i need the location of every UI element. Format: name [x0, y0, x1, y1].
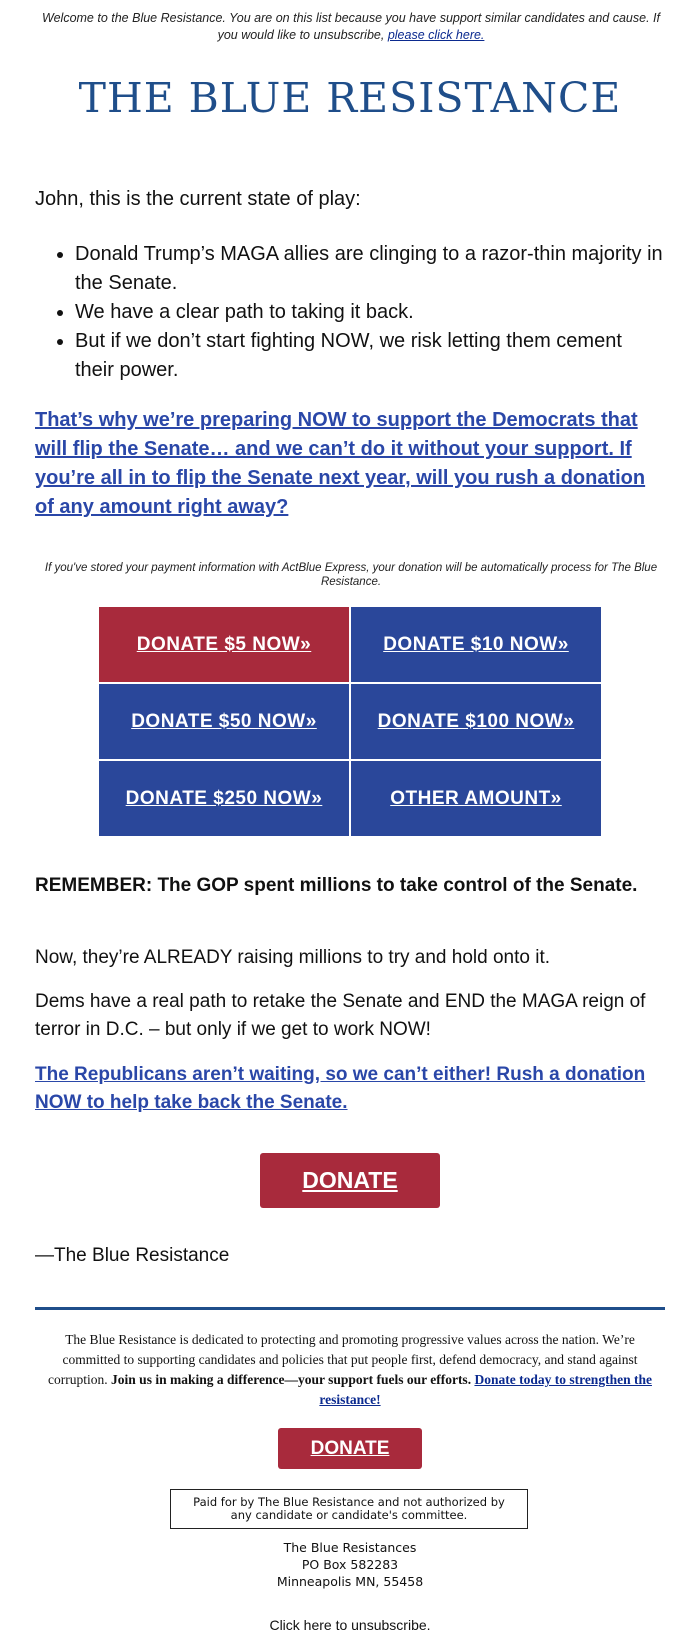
donate-5-button[interactable]: DONATE $5 NOW»: [99, 607, 349, 682]
paid-for-disclaimer: Paid for by The Blue Resistance and not authorized by any candidate or candidate's committee.: [170, 1489, 528, 1529]
bullet-list: [35, 240, 665, 385]
top-notice: [40, 10, 662, 44]
donate-button[interactable]: DONATE: [260, 1153, 440, 1208]
donate-250-button[interactable]: DONATE $250 NOW»: [99, 761, 349, 836]
paragraph-raising: Now, they’re ALREADY raising millions to try and hold onto it.: [35, 947, 551, 968]
donate-50-button[interactable]: DONATE $50 NOW»: [99, 684, 349, 759]
footer-bold-text: Join us in making a difference—your support fuels our efforts.: [111, 1372, 472, 1387]
footer-donate-button[interactable]: DONATE: [278, 1428, 422, 1469]
unsubscribe-top-link[interactable]: please click here.: [387, 28, 485, 42]
paragraph-path: Dems have a real path to retake the Senate and END the MAGA reign of terror in D.C. – but only if we get to work NOW!: [35, 991, 646, 1040]
remember-heading: REMEMBER: The GOP spent millions to take control of the Senate.: [35, 875, 638, 896]
greeting: John, this is the current state of play:: [35, 188, 361, 210]
masthead-title: THE BLUE RESISTANCE: [78, 74, 622, 122]
list-item: • Donald Trump’s MAGA allies are clinging to a razor-thin majority in the Senate.: [75, 240, 665, 298]
main-donation-link[interactable]: That’s why we’re preparing NOW to support the Democrats that will flip the Senate… and we can’t do it without your support. If you’re all in to flip the Senate next year, will you rush a donation of any amount right away?: [35, 409, 646, 518]
top-notice-text: Welcome to the Blue Resistance. You are on this list because you have support similar candidates and cause. If you would like to unsubscribe,: [42, 11, 660, 42]
footer-description: The Blue Resistance is dedicated to protecting and promoting progressive values across the nation. We’re committed to supporting candidates and policies that put people first, defend democracy, and stand against corruption.: [48, 1332, 638, 1387]
payment-note: If you've stored your payment information with ActBlue Express, your donation will be automatically process for The Blue Resistance.: [44, 562, 658, 588]
address-city: Minneapolis MN, 55458: [276, 1574, 424, 1589]
address-box: PO Box 582283: [301, 1557, 399, 1572]
donate-grid: [99, 607, 601, 836]
footer-divider: [35, 1307, 665, 1310]
donate-10-button[interactable]: DONATE $10 NOW»: [351, 607, 601, 682]
address-name: The Blue Resistances: [283, 1540, 417, 1555]
other-amount-button[interactable]: OTHER AMOUNT»: [351, 761, 601, 836]
signature: —The Blue Resistance: [35, 1245, 230, 1266]
donate-100-button[interactable]: DONATE $100 NOW»: [351, 684, 601, 759]
list-item: • We have a clear path to taking it back.: [75, 298, 665, 327]
unsubscribe-link[interactable]: Click here to unsubscribe.: [269, 1617, 431, 1633]
secondary-donation-link[interactable]: The Republicans aren’t waiting, so we can’t either! Rush a donation NOW to help take back the Senate.: [35, 1064, 646, 1113]
footer-donate-link[interactable]: Donate today to strengthen the resistance!: [319, 1372, 652, 1407]
mailing-address: [0, 1539, 700, 1590]
list-item: • But if we don’t start fighting NOW, we risk letting them cement their power.: [75, 327, 665, 385]
footer-text: [35, 1330, 665, 1410]
